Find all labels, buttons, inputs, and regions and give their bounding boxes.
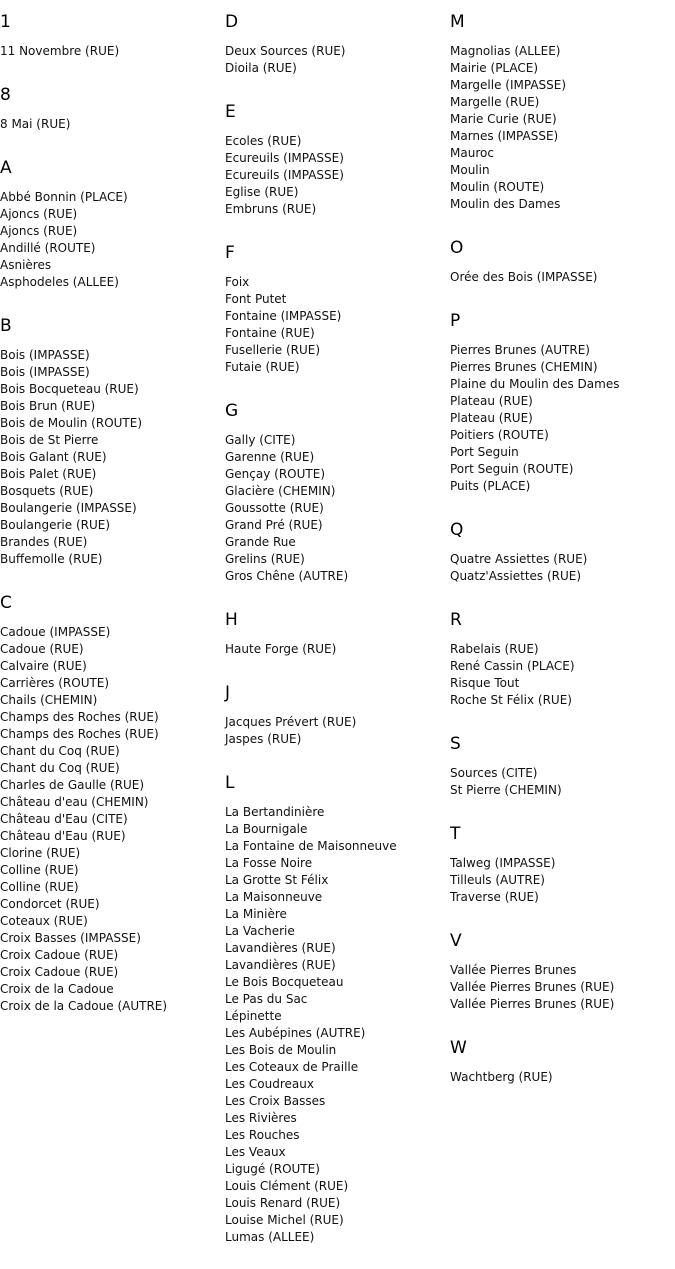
street-link[interactable]: Bois de Moulin (ROUTE) <box>0 416 143 430</box>
street-link[interactable]: Pierres Brunes (AUTRE) <box>450 343 590 357</box>
letter-group <box>0 10 222 60</box>
letter-group <box>0 591 222 1015</box>
street-link[interactable]: Les Aubépines (AUTRE) <box>225 1026 366 1040</box>
street-link[interactable]: Charles de Gaulle (RUE) <box>0 778 145 792</box>
street-link[interactable]: La Fontaine de Maisonneuve <box>225 839 397 853</box>
street-link[interactable]: St Pierre (CHEMIN) <box>450 783 562 797</box>
street-link[interactable]: Bois Galant (RUE) <box>0 450 107 464</box>
letter-heading: G <box>225 401 239 421</box>
street-link[interactable]: Andillé (ROUTE) <box>0 241 96 255</box>
street-link[interactable]: La Grotte St Félix <box>225 873 329 887</box>
street-list <box>450 269 672 286</box>
street-link[interactable]: Margelle (RUE) <box>450 95 540 109</box>
letter-group <box>225 681 447 748</box>
letter-heading: C <box>0 593 12 613</box>
street-link[interactable]: Bois Bocqueteau (RUE) <box>0 382 139 396</box>
column-3 <box>450 10 672 1109</box>
street-list <box>0 116 222 133</box>
street-link[interactable]: Louis Renard (RUE) <box>225 1196 341 1210</box>
street-link[interactable]: Roche St Félix (RUE) <box>450 693 572 707</box>
street-link[interactable]: Chant du Coq (RUE) <box>0 744 120 758</box>
street-link[interactable]: Champs des Roches (RUE) <box>0 710 159 724</box>
street-list <box>450 342 672 495</box>
street-link[interactable]: Clorine (RUE) <box>0 846 81 860</box>
letter-group <box>450 309 672 495</box>
letter-heading: B <box>0 316 12 336</box>
letter-heading: Q <box>450 520 464 540</box>
street-link[interactable]: Croix de la Cadoue <box>0 982 114 996</box>
street-list <box>0 624 222 1015</box>
street-link[interactable]: Chant du Coq (RUE) <box>0 761 120 775</box>
street-link[interactable]: Le Bois Bocqueteau <box>225 975 344 989</box>
letter-heading: V <box>450 931 462 951</box>
street-link[interactable]: Ajoncs (RUE) <box>0 224 78 238</box>
street-link[interactable]: René Cassin (PLACE) <box>450 659 575 673</box>
street-link[interactable]: Port Seguin <box>450 445 519 459</box>
street-link[interactable]: Chails (CHEMIN) <box>0 693 98 707</box>
letter-heading: E <box>225 102 236 122</box>
street-link[interactable]: Bosquets (RUE) <box>0 484 94 498</box>
street-link[interactable]: Château d'Eau (CITE) <box>0 812 128 826</box>
street-link[interactable]: Grelins (RUE) <box>225 552 305 566</box>
street-link[interactable]: La Bournigale <box>225 822 308 836</box>
street-link[interactable]: Buffemolle (RUE) <box>0 552 103 566</box>
street-link[interactable]: Vallée Pierres Brunes <box>450 963 577 977</box>
street-list <box>450 551 672 585</box>
street-link[interactable]: Haute Forge (RUE) <box>225 642 337 656</box>
street-link[interactable]: Marnes (IMPASSE) <box>450 129 559 143</box>
street-list <box>0 189 222 291</box>
letter-group <box>225 608 447 658</box>
letter-group <box>0 156 222 291</box>
street-link[interactable]: Cadoue (RUE) <box>0 642 84 656</box>
letter-heading: L <box>225 773 235 793</box>
street-link[interactable]: Louise Michel (RUE) <box>225 1213 344 1227</box>
street-link[interactable]: Ligugé (ROUTE) <box>225 1162 320 1176</box>
letter-heading: P <box>450 311 461 331</box>
street-link[interactable]: Magnolias (ALLEE) <box>450 44 561 58</box>
street-list <box>0 347 222 568</box>
street-link[interactable]: Glacière (CHEMIN) <box>225 484 336 498</box>
letter-heading: T <box>450 824 461 844</box>
street-list <box>450 43 672 213</box>
street-link[interactable]: Fusellerie (RUE) <box>225 343 321 357</box>
street-link[interactable]: Les Bois de Moulin <box>225 1043 337 1057</box>
street-link[interactable]: Pierres Brunes (CHEMIN) <box>450 360 598 374</box>
street-link[interactable]: Carrières (ROUTE) <box>0 676 110 690</box>
street-link[interactable]: Tilleuls (AUTRE) <box>450 873 545 887</box>
street-list <box>225 274 447 376</box>
street-link[interactable]: Fontaine (RUE) <box>225 326 315 340</box>
letter-heading: 8 <box>0 85 11 105</box>
street-link[interactable]: Goussotte (RUE) <box>225 501 324 515</box>
street-link[interactable]: Puits (PLACE) <box>450 479 531 493</box>
street-link[interactable]: Foix <box>225 275 250 289</box>
letter-heading: J <box>225 683 231 703</box>
street-link[interactable]: Poitiers (ROUTE) <box>450 428 549 442</box>
street-link[interactable]: Calvaire (RUE) <box>0 659 87 673</box>
street-link[interactable]: Les Coteaux de Praille <box>225 1060 359 1074</box>
street-link[interactable]: La Fosse Noire <box>225 856 313 870</box>
letter-group <box>225 10 447 77</box>
street-link[interactable]: Boulangerie (IMPASSE) <box>0 501 137 515</box>
street-link[interactable]: 8 Mai (RUE) <box>0 117 71 131</box>
street-list <box>450 765 672 799</box>
street-link[interactable]: Champs des Roches (RUE) <box>0 727 159 741</box>
street-link[interactable]: Plateau (RUE) <box>450 394 533 408</box>
street-list <box>450 1069 672 1086</box>
street-link[interactable]: Gençay (ROUTE) <box>225 467 325 481</box>
street-link[interactable]: Dioila (RUE) <box>225 61 297 75</box>
street-link[interactable]: Fontaine (IMPASSE) <box>225 309 342 323</box>
street-link[interactable]: Ecureuils (IMPASSE) <box>225 168 344 182</box>
street-link[interactable]: Plaine du Moulin des Dames <box>450 377 620 391</box>
letter-heading: M <box>450 12 465 32</box>
street-link[interactable]: Les Veaux <box>225 1145 286 1159</box>
street-link[interactable]: Sources (CITE) <box>450 766 538 780</box>
street-link[interactable]: Traverse (RUE) <box>450 890 539 904</box>
letter-group <box>225 399 447 585</box>
street-link[interactable]: Marie Curie (RUE) <box>450 112 557 126</box>
street-link[interactable]: Lavandières (RUE) <box>225 941 336 955</box>
street-link[interactable]: Jacques Prévert (RUE) <box>225 715 357 729</box>
letter-heading: H <box>225 610 238 630</box>
street-link[interactable]: Croix Basses (IMPASSE) <box>0 931 141 945</box>
street-link[interactable]: Colline (RUE) <box>0 880 79 894</box>
letter-group <box>450 608 672 709</box>
letter-group <box>225 100 447 218</box>
street-link[interactable]: Moulin (ROUTE) <box>450 180 545 194</box>
letter-heading: S <box>450 734 461 754</box>
letter-group <box>450 929 672 1013</box>
letter-group <box>450 1036 672 1086</box>
street-link[interactable]: Bois Brun (RUE) <box>0 399 96 413</box>
letter-group <box>0 314 222 568</box>
street-link[interactable]: Condorcet (RUE) <box>0 897 100 911</box>
letter-group <box>450 10 672 213</box>
street-link[interactable]: Margelle (IMPASSE) <box>450 78 567 92</box>
letter-heading: D <box>225 12 239 32</box>
street-link[interactable]: Font Putet <box>225 292 287 306</box>
street-list <box>450 855 672 906</box>
street-link[interactable]: Wachtberg (RUE) <box>450 1070 553 1084</box>
street-link[interactable]: Ecoles (RUE) <box>225 134 302 148</box>
street-link[interactable]: Les Rivières <box>225 1111 297 1125</box>
street-list <box>450 962 672 1013</box>
street-link[interactable]: Mairie (PLACE) <box>450 61 539 75</box>
street-link[interactable]: Lavandières (RUE) <box>225 958 336 972</box>
letter-heading: F <box>225 243 235 263</box>
street-link[interactable]: Eglise (RUE) <box>225 185 299 199</box>
letter-group <box>450 822 672 906</box>
street-link[interactable]: 11 Novembre (RUE) <box>0 44 120 58</box>
street-link[interactable]: Futaie (RUE) <box>225 360 300 374</box>
street-link[interactable]: Les Coudreaux <box>225 1077 314 1091</box>
street-link[interactable]: Ecureuils (IMPASSE) <box>225 151 344 165</box>
street-link[interactable]: Moulin des Dames <box>450 197 561 211</box>
street-link[interactable]: Château d'Eau (RUE) <box>0 829 126 843</box>
letter-group <box>225 241 447 376</box>
street-list <box>0 43 222 60</box>
street-link[interactable]: Asphodeles (ALLEE) <box>0 275 119 289</box>
letter-group <box>450 518 672 585</box>
letter-heading: 1 <box>0 12 11 32</box>
column-1 <box>0 10 222 1038</box>
letter-heading: A <box>0 158 12 178</box>
street-link[interactable]: Lépinette <box>225 1009 282 1023</box>
street-list <box>225 804 447 1246</box>
street-link[interactable]: Grand Pré (RUE) <box>225 518 323 532</box>
street-link[interactable]: Gros Chêne (AUTRE) <box>225 569 349 583</box>
letter-heading: O <box>450 238 464 258</box>
street-link[interactable]: Brandes (RUE) <box>0 535 88 549</box>
street-link[interactable]: Port Seguin (ROUTE) <box>450 462 574 476</box>
street-link[interactable]: Lumas (ALLEE) <box>225 1230 315 1244</box>
street-link[interactable]: Bois (IMPASSE) <box>0 365 90 379</box>
street-link[interactable]: Moulin <box>450 163 490 177</box>
street-link[interactable]: Garenne (RUE) <box>225 450 315 464</box>
street-link[interactable]: Bois (IMPASSE) <box>0 348 90 362</box>
street-list <box>225 641 447 658</box>
letter-heading: R <box>450 610 462 630</box>
street-link[interactable]: Château d'eau (CHEMIN) <box>0 795 149 809</box>
street-link[interactable]: Coteaux (RUE) <box>0 914 88 928</box>
street-link[interactable]: Embruns (RUE) <box>225 202 317 216</box>
letter-group <box>450 236 672 286</box>
street-link[interactable]: Ajoncs (RUE) <box>0 207 78 221</box>
street-list <box>225 43 447 77</box>
street-link[interactable]: Gally (CITE) <box>225 433 296 447</box>
street-link[interactable]: Risque Tout <box>450 676 520 690</box>
street-link[interactable]: Deux Sources (RUE) <box>225 44 346 58</box>
letter-group <box>225 771 447 1246</box>
street-link[interactable]: Plateau (RUE) <box>450 411 533 425</box>
street-list <box>450 641 672 709</box>
street-link[interactable]: Mauroc <box>450 146 494 160</box>
column-2 <box>225 10 447 1269</box>
street-link[interactable]: Les Croix Basses <box>225 1094 326 1108</box>
street-link[interactable]: Orée des Bois (IMPASSE) <box>450 270 598 284</box>
street-link[interactable]: Bois de St Pierre <box>0 433 99 447</box>
letter-group <box>450 732 672 799</box>
street-link[interactable]: Asnières <box>0 258 52 272</box>
street-list <box>225 432 447 585</box>
street-link[interactable]: Rabelais (RUE) <box>450 642 539 656</box>
street-list <box>225 133 447 218</box>
street-link[interactable]: Talweg (IMPASSE) <box>450 856 556 870</box>
street-link[interactable]: Abbé Bonnin (PLACE) <box>0 190 128 204</box>
street-link[interactable]: Croix de la Cadoue (AUTRE) <box>0 999 168 1013</box>
street-link[interactable]: Quatz'Assiettes (RUE) <box>450 569 582 583</box>
street-link[interactable]: Grande Rue <box>225 535 296 549</box>
letter-group <box>0 83 222 133</box>
street-link[interactable]: Quatre Assiettes (RUE) <box>450 552 588 566</box>
street-link[interactable]: Vallée Pierres Brunes (RUE) <box>450 980 615 994</box>
street-link[interactable]: La Bertandinière <box>225 805 325 819</box>
street-link[interactable]: Le Pas du Sac <box>225 992 308 1006</box>
street-link[interactable]: Jaspes (RUE) <box>225 732 302 746</box>
street-link[interactable]: Vallée Pierres Brunes (RUE) <box>450 997 615 1011</box>
street-link[interactable]: Les Rouches <box>225 1128 300 1142</box>
street-link[interactable]: La Maisonneuve <box>225 890 323 904</box>
street-link[interactable]: Louis Clément (RUE) <box>225 1179 349 1193</box>
street-link[interactable]: Cadoue (IMPASSE) <box>0 625 111 639</box>
street-link[interactable]: Colline (RUE) <box>0 863 79 877</box>
street-link[interactable]: Bois Palet (RUE) <box>0 467 97 481</box>
letter-heading: W <box>450 1038 467 1058</box>
street-link[interactable]: La Minière <box>225 907 287 921</box>
street-link[interactable]: La Vacherie <box>225 924 295 938</box>
street-link[interactable]: Croix Cadoue (RUE) <box>0 965 119 979</box>
street-link[interactable]: Croix Cadoue (RUE) <box>0 948 119 962</box>
street-list <box>225 714 447 748</box>
street-link[interactable]: Boulangerie (RUE) <box>0 518 111 532</box>
